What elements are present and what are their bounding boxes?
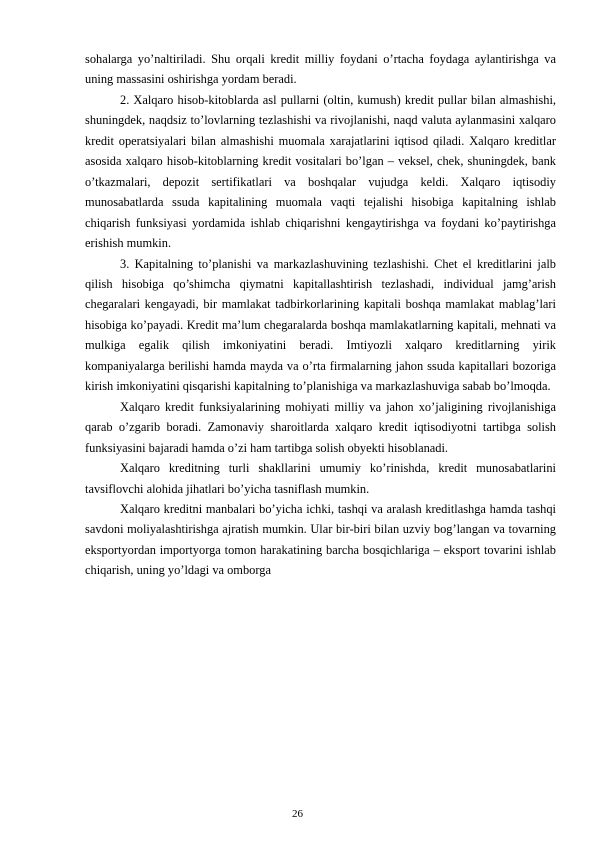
page-number: 26 xyxy=(292,808,303,820)
paragraph-point-2: 2. Xalqaro hisob-kitoblarda asl pullarni (oltin, kumush) kredit pullar bilan almashishi, shuningdek, naqdsiz to’lovlarning tezlashishi va rivojlanishi, naqd valuta aylanmasini xalqaro kredit operatsiyalari bilan almashishi muomala xarajatlarini iqtisod qiladi. Xalqaro kreditlar asosida xalqaro hisob-kitoblarning kredit vositalari bo’lgan – veksel, chek, shuningdek, bank o’tkazmalari, depozit sertifikatlari va boshqalar vujudga keldi. Xalqaro iqtisodiy munosabatlarda ssuda kapitalining muomala vaqti tejalishi hisobiga kapitalning ishlab chiqarish funksiyasi yordamida ishlab chiqarishni kengaytirishga va foydani ko’paytirishga erishish mumkin. xyxy=(85,92,556,251)
paragraph-credit-sources: Xalqaro kreditni manbalari bo’yicha ichki, tashqi va aralash kreditlashga hamda tashqi savdoni moliyalashtirishga ajratish mumkin. Ular bir-biri bilan uzviy bog’langan va tovarning eksportyordan importyorga tomon harakatining barcha bosqichlariga – eksport tovarini ishlab chiqarish, uning yo’ldagi va omborga xyxy=(85,501,556,578)
document-page-body xyxy=(85,49,556,581)
paragraph-credit-functions: Xalqaro kredit funksiyalarining mohiyati milliy va jahon xo’jaligining rivojlanishiga qarab o’zgarib boradi. Zamonaviy sharoitlarda xalqaro kredit iqtisodiyotni tartibga solish funksiyasini bajaradi hamda o’zi ham tartibga solish obyekti hisoblanadi. xyxy=(85,399,556,455)
paragraph-credit-forms: Xalqaro kreditning turli shakllarini umumiy ko’rinishda, kredit munosabatlarini tavsiflovchi alohida jihatlari bo’yicha tasniflash mumkin. xyxy=(85,461,556,496)
paragraph-continuation: sohalarga yo’naltiriladi. Shu orqali kredit milliy foydani o’rtacha foydaga aylantirishga va uning massasini oshirishga yordam beradi. xyxy=(85,52,556,87)
paragraph-point-3: 3. Kapitalning to’planishi va markazlashuvining tezlashishi. Chet el kreditlarini jalb qilish hisobiga qo’shimcha qiymatni kapitallashtirish tezlashadi, individual jamg’arish chegaralari kengayadi, bir mamlakat tadbirkorlarining kapitali boshqa mamlakat mablag’lari hisobiga ko’payadi. Kredit ma’lum chegaralarda boshqa mamlakatlarning kapitali, mehnati va mulkiga egalik qilish imkoniyatini beradi. Imtiyozli xalqaro kreditlarning yirik kompaniyalarga berilishi hamda mayda va o’rta firmalarning jahon ssuda kapitallari bozoriga kirish imkoniyatini qisqarishi kapitalning to’planishiga va markazlashuviga sabab bo’lmoqda. xyxy=(85,256,556,394)
